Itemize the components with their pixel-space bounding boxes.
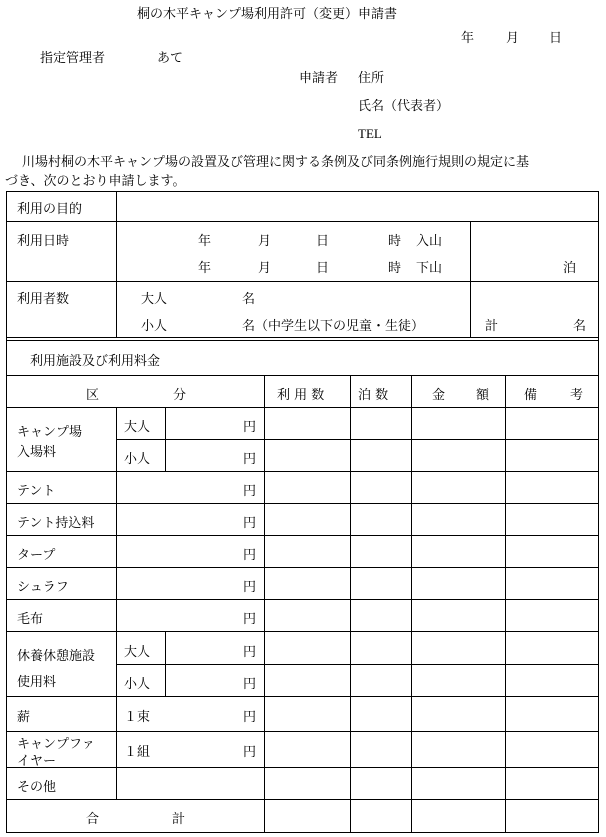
header-usage: 利 用 数 xyxy=(277,388,325,403)
camp-entry-label-1: キャンプ場 xyxy=(17,425,83,440)
users-total: 計 xyxy=(485,319,499,334)
date-month: 月 xyxy=(506,31,520,46)
checkout-hour: 時 xyxy=(388,261,402,276)
firewood-unit: １束 xyxy=(124,710,151,725)
intro-line-1: 川場村桐の木平キャンプ場の設置及び管理に関する条例及び同条例施行規則の規定に基 xyxy=(22,155,530,170)
users-child-note: 名（中学生以下の児童・生徒） xyxy=(242,319,425,334)
rest-facility-label-1: 休養休憩施設 xyxy=(17,649,96,664)
checkin-hour: 時 xyxy=(388,234,402,249)
tel-label: TEL xyxy=(358,126,382,141)
checkout-month: 月 xyxy=(258,261,272,276)
header-nights: 泊 数 xyxy=(358,388,389,403)
tarp-label: タープ xyxy=(17,548,56,563)
datetime-label: 利用日時 xyxy=(17,234,70,249)
purpose-label: 利用の目的 xyxy=(17,202,83,217)
camp-entry-adult: 大人 xyxy=(124,420,151,435)
camp-entry-child: 小人 xyxy=(124,452,151,467)
checkin-label: 入山 xyxy=(416,234,443,249)
tarp-yen: 円 xyxy=(243,548,257,563)
checkin-day: 日 xyxy=(316,234,330,249)
blanket-yen: 円 xyxy=(243,612,257,627)
checkin-year: 年 xyxy=(198,234,212,249)
campfire-yen: 円 xyxy=(243,745,257,760)
header-category-a: 区 xyxy=(86,388,100,403)
rest-facility-adult: 大人 xyxy=(124,645,151,660)
camp-entry-child-yen: 円 xyxy=(243,452,257,467)
facility-section-title: 利用施設及び利用料金 xyxy=(30,354,161,369)
users-adult: 大人 xyxy=(141,292,168,307)
applicant-label: 申請者 xyxy=(299,71,339,86)
address-label: 住所 xyxy=(358,71,385,86)
firewood-yen: 円 xyxy=(243,710,257,725)
nights-unit: 泊 xyxy=(563,261,577,276)
addressee: 指定管理者 xyxy=(40,51,106,66)
rest-facility-child: 小人 xyxy=(124,677,151,692)
header-amount-a: 金 xyxy=(432,388,446,403)
users-label: 利用者数 xyxy=(17,292,70,307)
users-total-unit: 名 xyxy=(573,319,587,334)
tent-bring-label: テント持込料 xyxy=(17,516,95,531)
sum-label-b: 計 xyxy=(172,812,186,827)
users-child: 小人 xyxy=(141,319,168,334)
sleeping-bag-yen: 円 xyxy=(243,580,257,595)
addressee-suffix: あて xyxy=(157,51,184,66)
date-year: 年 xyxy=(461,31,475,46)
campfire-unit: １組 xyxy=(124,745,151,760)
checkin-month: 月 xyxy=(258,234,272,249)
other-label: その他 xyxy=(17,780,57,795)
tent-bring-yen: 円 xyxy=(243,516,257,531)
sleeping-bag-label: シュラフ xyxy=(17,580,69,595)
tent-label: テント xyxy=(17,484,56,499)
rest-facility-adult-yen: 円 xyxy=(243,645,257,660)
checkout-year: 年 xyxy=(198,261,212,276)
intro-line-2: づき、次のとおり申請します。 xyxy=(5,174,186,189)
header-category-b: 分 xyxy=(173,388,187,403)
checkout-day: 日 xyxy=(316,261,330,276)
tent-yen: 円 xyxy=(243,484,257,499)
checkout-label: 下山 xyxy=(416,261,443,276)
blanket-label: 毛布 xyxy=(17,612,44,627)
camp-entry-adult-yen: 円 xyxy=(243,420,257,435)
users-adult-unit: 名 xyxy=(242,292,256,307)
campfire-label-1: キャンプファ xyxy=(17,737,95,752)
rest-facility-child-yen: 円 xyxy=(243,677,257,692)
header-remarks-a: 備 xyxy=(524,388,538,403)
header-remarks-b: 考 xyxy=(570,388,584,403)
sum-label-a: 合 xyxy=(86,812,100,827)
header-amount-b: 額 xyxy=(476,388,490,403)
firewood-label: 薪 xyxy=(17,710,31,725)
camp-entry-label-2: 入場料 xyxy=(17,445,57,460)
campfire-label-2: イヤー xyxy=(17,754,57,769)
rest-facility-label-2: 使用料 xyxy=(17,675,57,690)
date-day: 日 xyxy=(549,31,563,46)
form-title: 桐の木平キャンプ場利用許可（変更）申請書 xyxy=(137,7,398,22)
name-label: 氏名（代表者） xyxy=(358,99,450,114)
